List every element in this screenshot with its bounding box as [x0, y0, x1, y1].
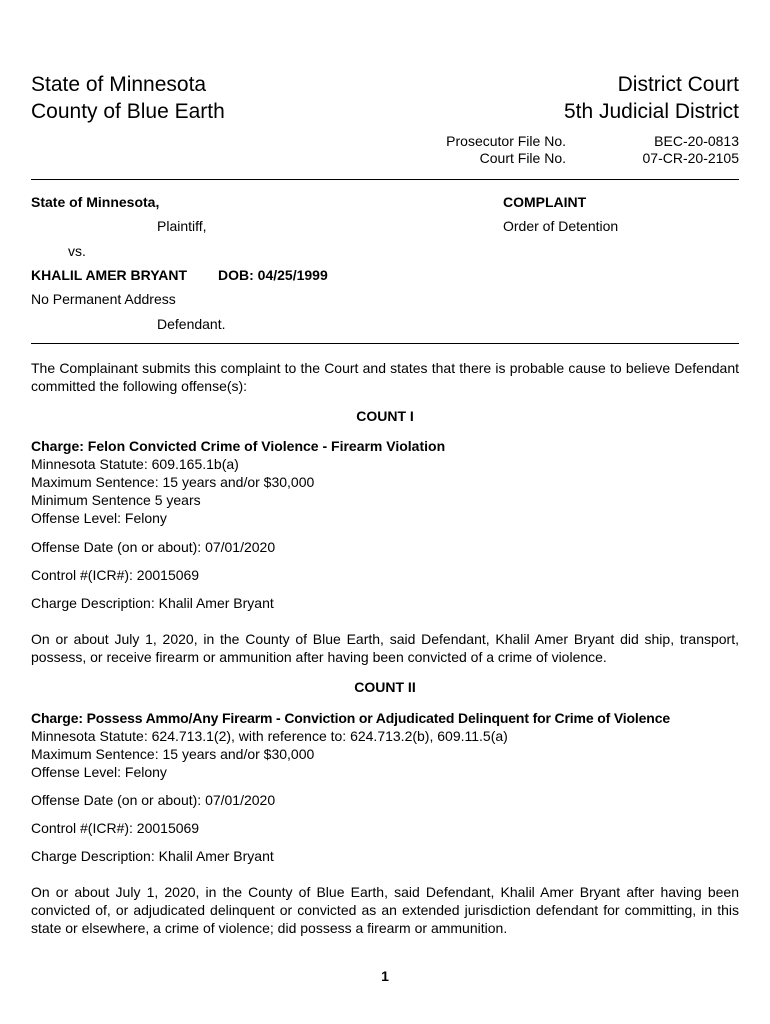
court-file-value: 07-CR-20-2105: [642, 150, 739, 166]
count-1-control-number: Control #(ICR#): 20015069: [31, 567, 200, 583]
court-heading: District Court: [617, 73, 739, 96]
count-1-details: [31, 455, 739, 527]
count-1-min-sentence: Minimum Sentence 5 years: [31, 492, 201, 508]
count-2-heading: COUNT II: [354, 679, 416, 695]
count-2-charge: Charge: Possess Ammo/Any Firearm - Conviction or Adjudicated Delinquent for Crime of Violence: [31, 710, 670, 726]
document-type: COMPLAINT: [503, 194, 587, 210]
count-2-details: [31, 727, 739, 781]
intro-paragraph: The Complainant submits this complaint to the Court and states that there is probable cause to believe Defendant committed the following offense(s):: [31, 360, 739, 394]
district-heading: 5th Judicial District: [563, 100, 739, 123]
count-2-control-number: Control #(ICR#): 20015069: [31, 820, 200, 836]
count-1-max-sentence: Maximum Sentence: 15 years and/or $30,000: [31, 474, 315, 490]
count-2-max-sentence: Maximum Sentence: 15 years and/or $30,000: [31, 746, 315, 762]
caption-divider: [31, 343, 739, 344]
prosecutor-file-label: Prosecutor File No.: [446, 133, 566, 149]
page-number: 1: [381, 968, 389, 984]
prosecutor-file-value: BEC-20-0813: [654, 133, 739, 149]
count-1-charge-description: Charge Description: Khalil Amer Bryant: [31, 595, 274, 611]
count-2-charge-description: Charge Description: Khalil Amer Bryant: [31, 848, 274, 864]
state-heading: State of Minnesota: [31, 73, 207, 96]
defendant-address: No Permanent Address: [31, 291, 176, 307]
count-1-heading: COUNT I: [356, 408, 414, 424]
count-2-offense-date: Offense Date (on or about): 07/01/2020: [31, 792, 276, 808]
plaintiff-role: Plaintiff,: [157, 218, 207, 234]
document-subtype: Order of Detention: [503, 218, 619, 234]
count-2-statute: Minnesota Statute: 624.713.1(2), with reference to: 624.713.2(b), 609.11.5(a): [31, 728, 508, 744]
count-1-statute: Minnesota Statute: 609.165.1b(a): [31, 456, 239, 472]
versus-label: vs.: [68, 243, 86, 259]
count-1-offense-level: Offense Level: Felony: [31, 510, 167, 526]
count-2-narrative: On or about July 1, 2020, in the County of Blue Earth, said Defendant, Khalil Amer Bryant after having been convicted of, or adjudicated delinquent or convicted as an extended jurisdiction defendant for committing, in this state or elsewhere, a crime of violence; did possess a firearm or ammunition.: [31, 884, 739, 936]
plaintiff-name: State of Minnesota,: [31, 194, 160, 210]
defendant-dob: DOB: 04/25/1999: [218, 267, 328, 283]
county-heading: County of Blue Earth: [31, 100, 225, 123]
count-1-offense-date: Offense Date (on or about): 07/01/2020: [31, 539, 276, 555]
defendant-role: Defendant.: [157, 316, 226, 332]
count-2-offense-level: Offense Level: Felony: [31, 764, 167, 780]
count-1-narrative: On or about July 1, 2020, in the County of Blue Earth, said Defendant, Khalil Amer Bryant did ship, transport, possess, or receive firearm or ammunition after having been convicted of a crime of violence.: [31, 631, 739, 665]
defendant-name: KHALIL AMER BRYANT: [31, 267, 188, 283]
court-file-label: Court File No.: [479, 150, 566, 166]
header-divider: [31, 179, 739, 180]
count-1-charge: Charge: Felon Convicted Crime of Violence - Firearm Violation: [31, 438, 446, 454]
